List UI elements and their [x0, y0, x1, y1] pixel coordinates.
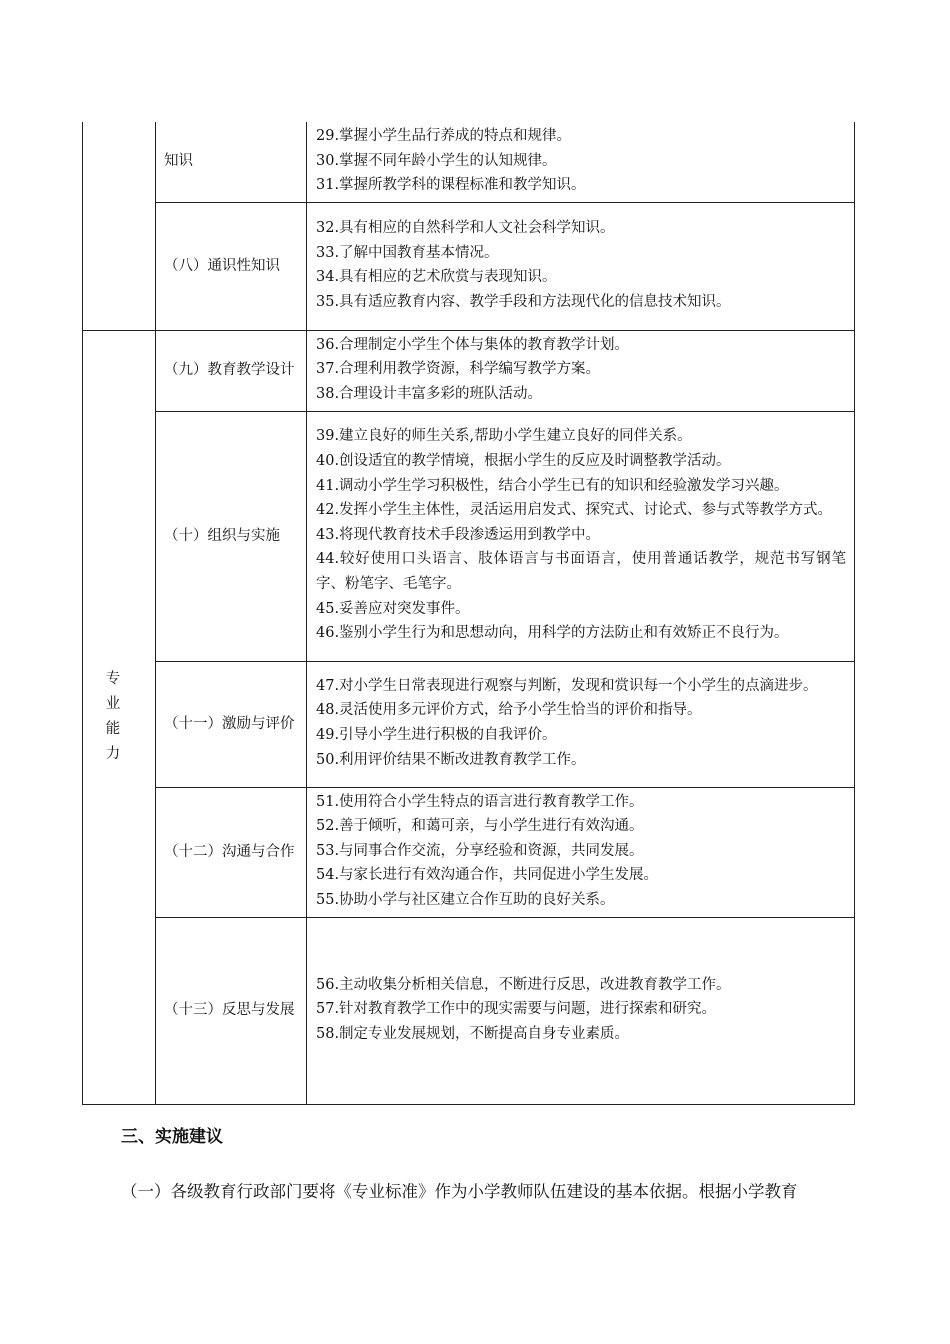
list-item: 29.掌握小学生品行养成的特点和规律。	[316, 128, 572, 144]
list-item: 43.将现代教育技术手段渗透运用到教学中。	[316, 526, 601, 543]
items-cell	[307, 330, 855, 411]
section-heading: 三、实施建议	[121, 1127, 223, 1147]
field-cell	[156, 661, 307, 787]
dimension-cell-ability	[83, 330, 156, 1104]
field-label: （九）教育教学设计	[164, 362, 295, 379]
field-label: （十二）沟通与合作	[164, 843, 295, 860]
field-label: （十）组织与实施	[164, 527, 280, 544]
field-cell	[156, 411, 307, 661]
field-cell	[156, 330, 307, 411]
list-item: 37.合理利用教学资源，科学编写教学方案。	[316, 361, 601, 378]
field-cell	[156, 917, 307, 1104]
field-label: （十三）反思与发展	[164, 1002, 295, 1019]
field-cell	[156, 787, 307, 917]
table-row	[83, 330, 855, 411]
list-item: 33.了解中国教育基本情况。	[316, 244, 499, 261]
list-item: 48.灵活使用多元评价方式，给予小学生恰当的评价和指导。	[316, 702, 702, 719]
dimension-label: 专业能力	[105, 671, 133, 763]
field-label: 知识	[164, 153, 193, 170]
list-item: 55.协助小学与社区建立合作互助的良好关系。	[316, 891, 615, 908]
field-cell	[156, 202, 307, 330]
list-item: 58.制定专业发展规划，不断提高自身专业素质。	[316, 1025, 630, 1042]
list-item: 46.鉴别小学生行为和思想动向，用科学的方法防止和有效矫正不良行为。	[316, 625, 789, 642]
items-cell	[307, 661, 855, 787]
list-item: 44.较好使用口头语言、肢体语言与书面语言，使用普通话教学，规范书写钢笔字、粉笔字、毛笔字。	[316, 551, 846, 592]
list-item: 47.对小学生日常表现进行观察与判断，发现和赏识每一个小学生的点滴进步。	[316, 677, 818, 694]
list-item: 57.针对教育教学工作中的现实需要与问题，进行探索和研究。	[316, 1001, 717, 1018]
list-item: 31.掌握所教学科的课程标准和教学知识。	[316, 177, 586, 194]
list-item: 52.善于倾听，和蔼可亲，与小学生进行有效沟通。	[316, 818, 644, 835]
table-row	[83, 787, 855, 917]
list-item: 42.发挥小学生主体性，灵活运用启发式、探究式、讨论式、参与式等教学方式。	[316, 502, 833, 519]
table-row	[83, 202, 855, 330]
items-cell	[307, 787, 855, 917]
field-label: （十一）激励与评价	[164, 715, 295, 732]
list-item: 32.具有相应的自然科学和人文社会科学知识。	[316, 220, 615, 237]
list-item: 56.主动收集分析相关信息，不断进行反思，改进教育教学工作。	[316, 976, 731, 993]
list-item: 49.引导小学生进行积极的自我评价。	[316, 727, 557, 744]
list-item: 36.合理制定小学生个体与集体的教育教学计划。	[316, 336, 630, 353]
list-item: 35.具有适应教育内容、教学手段和方法现代化的信息技术知识。	[316, 293, 731, 310]
list-item: 50.利用评价结果不断改进教育教学工作。	[316, 751, 586, 768]
body-paragraph: （一）各级教育行政部门要将《专业标准》作为小学教师队伍建设的基本依据。根据小学教育	[121, 1182, 798, 1201]
list-item: 41.调动小学生学习积极性，结合小学生已有的知识和经验激发学习兴趣。	[316, 477, 789, 494]
list-item: 51.使用符合小学生特点的语言进行教育教学工作。	[316, 793, 644, 810]
items-cell	[307, 122, 855, 202]
items-cell	[307, 202, 855, 330]
table-row	[83, 917, 855, 1104]
list-item: 30.掌握不同年龄小学生的认知规律。	[316, 152, 557, 169]
standards-table	[82, 122, 855, 1105]
field-label: （八）通识性知识	[164, 257, 280, 274]
items-cell	[307, 917, 855, 1104]
table-row	[83, 411, 855, 661]
list-item: 34.具有相应的艺术欣赏与表现知识。	[316, 269, 557, 286]
field-cell	[156, 122, 307, 202]
list-item: 54.与家长进行有效沟通合作，共同促进小学生发展。	[316, 867, 659, 884]
table-row	[83, 661, 855, 787]
dimension-cell-knowledge	[83, 122, 156, 330]
list-item: 39.建立良好的师生关系,帮助小学生建立良好的同伴关系。	[316, 428, 692, 445]
list-item: 38.合理设计丰富多彩的班队活动。	[316, 385, 543, 402]
list-item: 45.妥善应对突发事件。	[316, 600, 470, 617]
list-item: 53.与同事合作交流，分享经验和资源，共同发展。	[316, 842, 644, 859]
table-row	[83, 122, 855, 202]
items-cell	[307, 411, 855, 661]
list-item: 40.创设适宜的教学情境，根据小学生的反应及时调整教学活动。	[316, 452, 731, 469]
